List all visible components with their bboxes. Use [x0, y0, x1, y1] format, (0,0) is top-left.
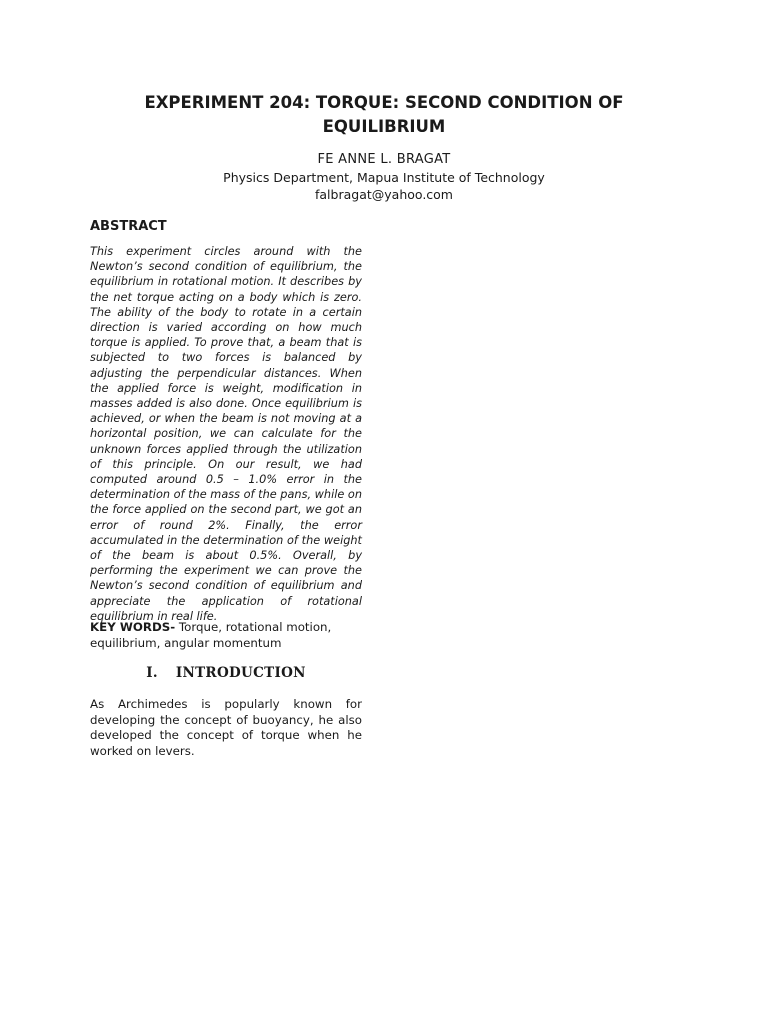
section-title: INTRODUCTION: [175, 665, 306, 681]
paper-title: EXPERIMENT 204: TORQUE: SECOND CONDITION OF EQUILIBRIUM: [144, 93, 624, 136]
author-affiliation: Physics Department, Mapua Institute of Technology: [223, 169, 545, 185]
keywords-label: KEY WORDS-: [90, 620, 176, 634]
abstract-heading: ABSTRACT: [90, 219, 167, 234]
author-email: falbragat@yahoo.com: [315, 187, 453, 202]
author-block: [100, 151, 668, 204]
keywords-text: Torque, rotational motion, equilibrium, angular momentum: [90, 620, 332, 650]
section-number: I.: [146, 665, 158, 681]
keywords: [90, 620, 362, 651]
introduction-text: As Archimedes is popularly known for developing the concept of buoyancy, he also developed the concept of torque when he worked on levers.: [90, 697, 362, 758]
abstract-text: This experiment circles around with the Newton’s second condition of equilibrium, the equilibrium in rotational motion. It describes by the net torque acting on a body which is zero. The ability of the body to rotate in a certain direction is varied according on how much torque is applied. To prove that, a beam that is subjected to two forces is balanced by adjusting the perpendicular distances. When the applied force is weight, modification in masses added is also done. Once equilibrium is achieved, or when the beam is not moving at a horizontal position, we can calculate for the unknown forces applied through the utilization of this principle. On our result, we had computed around 0.5 – 1.0% error in the determination of the mass of the pans, while on the force applied on the second part, we got an error of round 2%. Finally, the error accumulated in the determination of the weight of the beam is about 0.5%. Overall, by performing the experiment we can prove the Newton’s second condition of equilibrium and appreciate the application of rotational equilibrium in real life.: [90, 245, 362, 623]
introduction-heading: [90, 665, 362, 681]
author-name: FE ANNE L. BRAGAT: [317, 152, 451, 167]
